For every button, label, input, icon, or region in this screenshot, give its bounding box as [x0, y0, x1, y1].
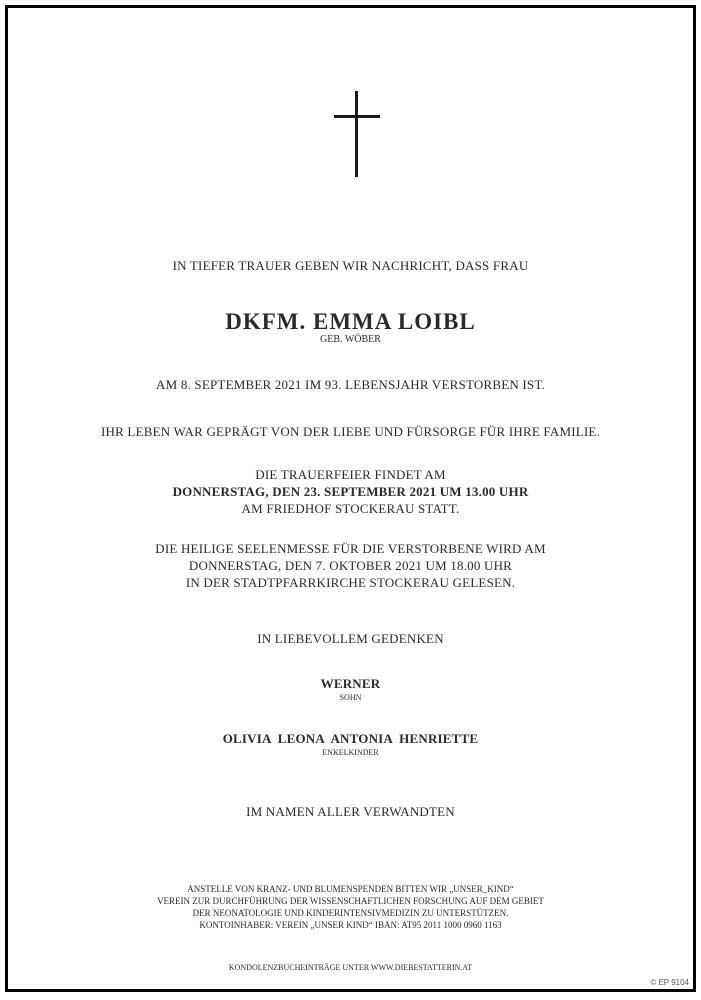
donation-line-3: DER NEONATOLOGIE UND KINDERINTENSIVMEDIZIN ZU UNTERSTÜTZEN. [192, 908, 509, 918]
mass-location: IN DER STADTPFARRKIRCHE STOCKERAU GELESEN. [185, 575, 516, 590]
condolence-line: KONDOLENZBUCHEINTRÄGE UNTER WWW.DIEBESTATTERIN.AT [228, 963, 473, 972]
intro-text: IN TIEFER TRAUER GEBEN WIR NACHRICHT, DASS FRAU [172, 258, 529, 273]
donation-line-1: ANSTELLE VON KRANZ- UND BLUMENSPENDEN BITTEN WIR „UNSER_KIND“ [187, 884, 514, 894]
document-code: © EP 9104 [650, 978, 689, 987]
mourner-relation: ENKELKINDER [322, 748, 379, 757]
cross-icon [334, 91, 380, 177]
donation-line-2: VEREIN ZUR DURCHFÜHRUNG DER WISSENSCHAFTLICHEN FORSCHUNG AUF DEM GEBIET [157, 896, 544, 906]
deceased-name: DKFM. EMMA LOIBL [225, 309, 476, 334]
funeral-location: AM FRIEDHOF STOCKERAU STATT. [241, 501, 460, 516]
tribute-line: IHR LEBEN WAR GEPRÄGT VON DER LIEBE UND FÜRSORGE FÜR IHRE FAMILIE. [100, 424, 601, 439]
remembrance-line: IN LIEBEVOLLEM GEDENKEN [257, 631, 444, 646]
mass-line-1: DIE HEILIGE SEELENMESSE FÜR DIE VERSTORBENE WIRD AM [155, 541, 546, 556]
funeral-date: DONNERSTAG, DEN 23. SEPTEMBER 2021 UM 13.00 UHR [172, 484, 529, 499]
funeral-line-1: DIE TRAUERFEIER FINDET AM [255, 467, 446, 482]
death-date-line: AM 8. SEPTEMBER 2021 IM 93. LEBENSJAHR VERSTORBEN IST. [156, 377, 545, 392]
mourner-name: OLIVIA LEONA ANTONIA HENRIETTE [222, 731, 479, 746]
birth-name: GEB. WÖBER [320, 334, 381, 345]
relatives-line: IM NAMEN ALLER VERWANDTEN [246, 804, 455, 819]
donation-bank-line: KONTOINHABER: VEREIN „UNSER KIND“ IBAN: AT95 2011 1000 0960 1163 [199, 920, 502, 930]
mourner-name: WERNER [320, 676, 381, 691]
mourner-relation: SOHN [339, 693, 362, 702]
mass-date: DONNERSTAG, DEN 7. OKTOBER 2021 UM 18.00 UHR [188, 558, 513, 573]
